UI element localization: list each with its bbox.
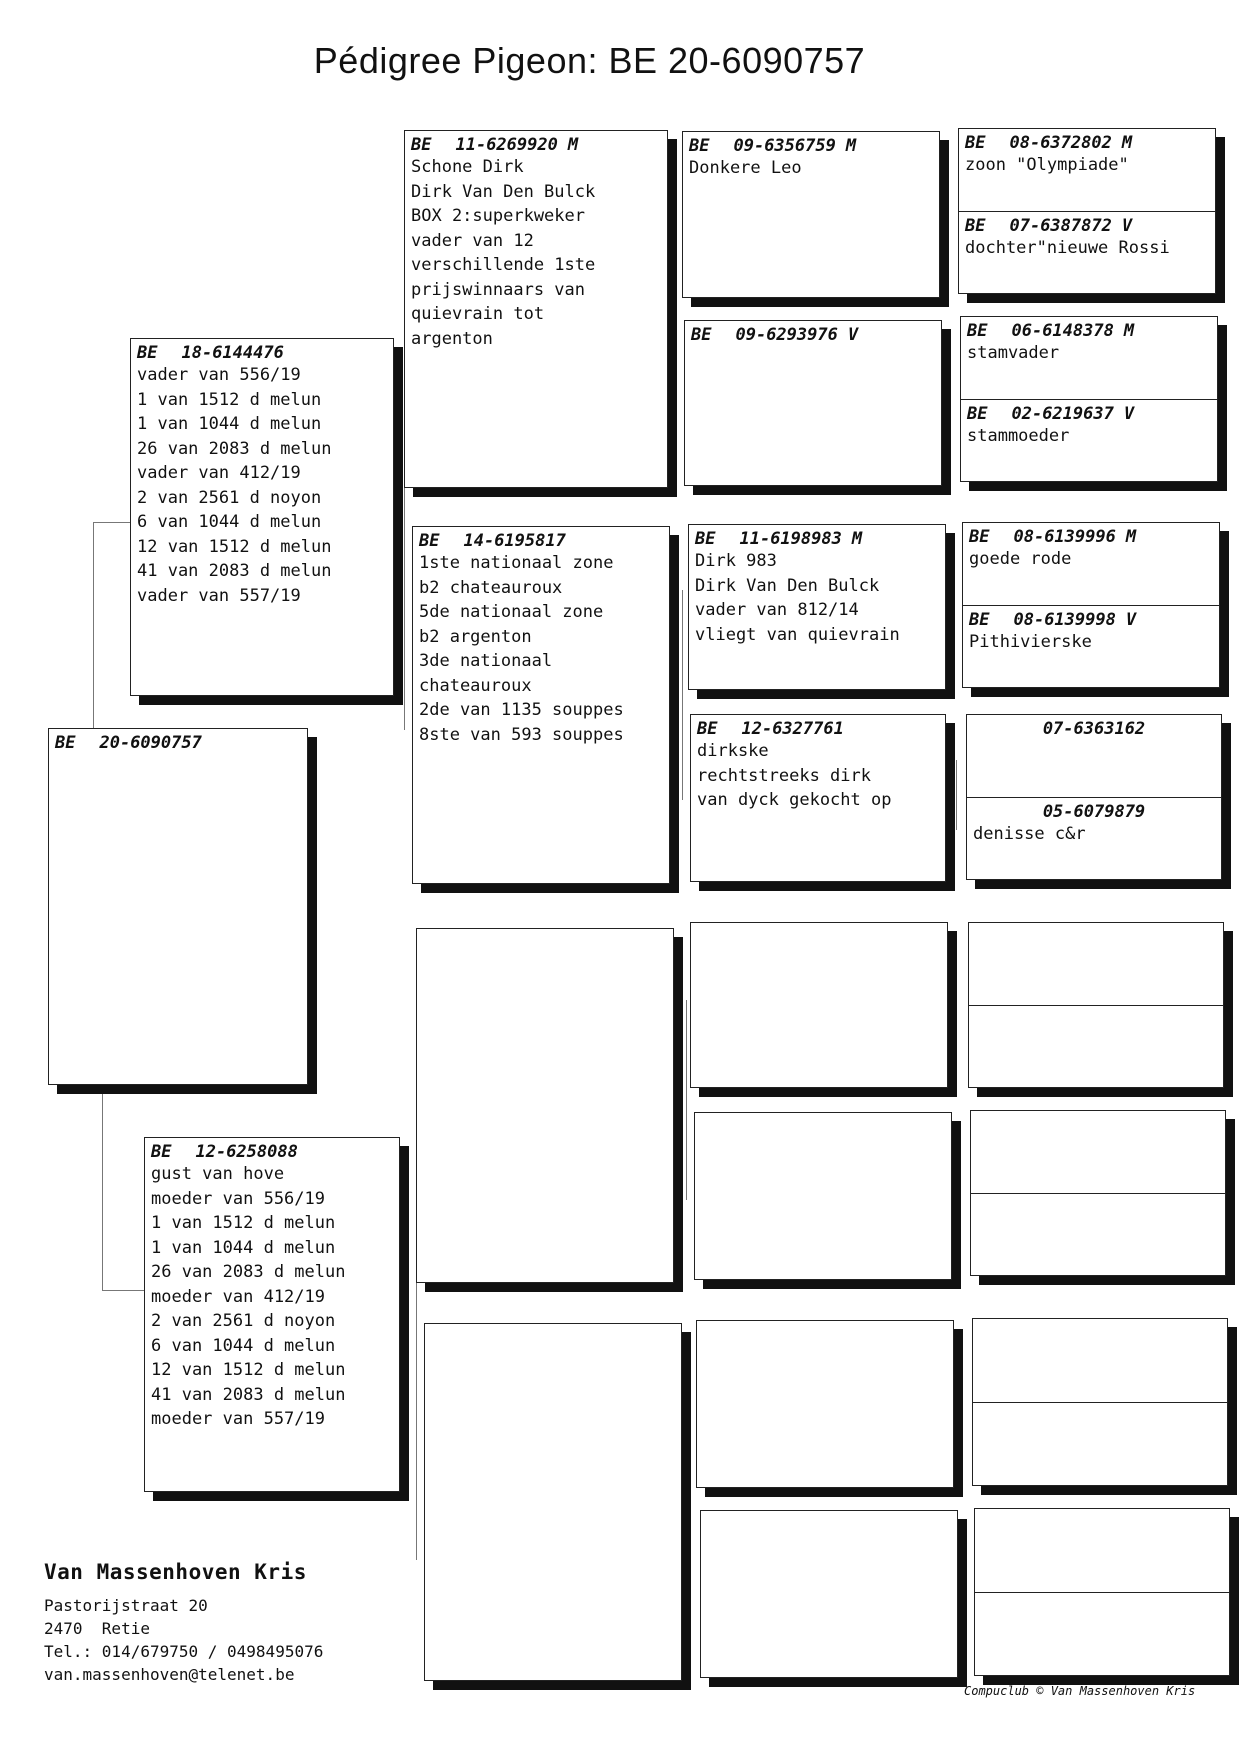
empty-ancestor-box <box>424 1323 682 1681</box>
connector-line <box>102 1090 103 1290</box>
ss-sire-box <box>682 131 940 298</box>
g4-pair-box <box>958 128 1216 294</box>
note-line: vader van 412/19 <box>137 463 301 483</box>
note-line: b2 argenton <box>419 626 532 647</box>
note-line: moeder van 556/19 <box>151 1188 325 1209</box>
g4-pair-box <box>960 316 1218 482</box>
dam-box <box>144 1137 400 1492</box>
note-line: 8ste van 593 souppes <box>419 724 624 745</box>
connector-line <box>944 170 945 250</box>
connector-line <box>93 522 94 732</box>
note-line: 12 van 1512 d melun <box>137 536 332 557</box>
ring-header: BE 08-6139996 M <box>969 527 1137 547</box>
ring-header: BE 20-6090757 <box>55 733 202 753</box>
note-line: denisse c&r <box>973 824 1086 844</box>
empty-pair-box <box>968 922 1224 1088</box>
g4-pair-box <box>962 522 1220 688</box>
note-line: van dyck gekocht op <box>697 790 892 810</box>
connector-line <box>948 360 949 430</box>
note-line: Donkere Leo <box>689 158 802 178</box>
owner-phone: Tel.: 014/679750 / 0498495076 <box>44 1642 324 1661</box>
ancestor-sire-half <box>963 523 1219 605</box>
owner-street: Pastorijstraat 20 <box>44 1596 208 1615</box>
sd-dam-box <box>690 714 946 882</box>
connector-line <box>676 210 677 490</box>
note-line: 3de nationaal <box>419 651 553 671</box>
ring-header: BE 14-6195817 <box>419 531 566 551</box>
note-line: dirkske <box>697 741 769 761</box>
empty-pair-box <box>970 1110 1226 1276</box>
note-line: 2de van 1135 souppes <box>419 700 624 720</box>
ancestor-dam-half <box>969 1005 1223 1088</box>
note-line: Dirk Van Den Bulck <box>411 181 596 202</box>
note-line: verschillende 1ste <box>411 255 596 275</box>
ss-dam-box <box>684 320 942 486</box>
note-line: 6 van 1044 d melun <box>137 512 322 532</box>
note-line: 1 van 1044 d melun <box>137 414 322 434</box>
note-line: 1 van 1044 d melun <box>151 1237 336 1258</box>
note-line: vader van 812/14 <box>695 600 859 620</box>
connector-line <box>686 1000 687 1200</box>
ring-header: BE 09-6356759 M <box>689 136 857 156</box>
ring-header: BE 11-6198983 M <box>695 529 863 549</box>
ring-header: BE 12-6327761 <box>697 719 844 739</box>
note-line: 26 van 2083 d melun <box>137 438 332 459</box>
note-line: Pithivierske <box>969 632 1092 652</box>
ring-header: BE 06-6148378 M <box>967 321 1135 341</box>
note-line: zoon "Olympiade" <box>965 155 1129 175</box>
empty-ancestor-box <box>700 1510 958 1678</box>
ancestor-dam-half <box>961 399 1217 482</box>
ancestor-dam-half <box>959 211 1215 294</box>
owner-city: 2470 Retie <box>44 1619 150 1638</box>
ring-header: BE 02-6219637 V <box>967 404 1135 424</box>
ancestor-dam-half <box>973 1402 1227 1486</box>
subject-pigeon-box <box>48 728 308 1085</box>
note-line: chateauroux <box>419 675 532 696</box>
empty-pair-box <box>972 1318 1228 1486</box>
ring-header: BE 09-6293976 V <box>691 325 859 345</box>
owner-block <box>44 1560 323 1686</box>
note-line: vader van 12 <box>411 230 534 251</box>
note-line: 12 van 1512 d melun <box>151 1360 346 1380</box>
note-line: Schone Dirk <box>411 157 524 177</box>
note-line: 26 van 2083 d melun <box>151 1262 346 1282</box>
connector-line <box>952 560 953 635</box>
note-line: moeder van 557/19 <box>151 1409 325 1429</box>
ancestor-dam-half <box>963 605 1219 688</box>
ring-header: BE 18-6144476 <box>137 343 284 363</box>
ancestor-dam-half <box>971 1193 1225 1276</box>
ring-header: BE 12-6258088 <box>151 1142 298 1162</box>
sire-dam-box <box>412 526 670 884</box>
note-line: 41 van 2083 d melun <box>151 1384 346 1405</box>
empty-ancestor-box <box>696 1320 954 1488</box>
ancestor-sire-half <box>959 129 1215 211</box>
note-line: stammoeder <box>967 426 1070 446</box>
empty-ancestor-box <box>416 928 674 1283</box>
note-line: 2 van 2561 d noyon <box>151 1311 336 1331</box>
sire-sire-box <box>404 130 668 488</box>
note-line: vader van 556/19 <box>137 365 301 385</box>
note-line: dochter"nieuwe Rossi <box>965 238 1170 258</box>
sire-box <box>130 338 394 696</box>
note-line: prijswinnaars van <box>411 279 585 300</box>
note-line: 2 van 2561 d noyon <box>137 487 322 508</box>
connector-line <box>688 1400 689 1600</box>
sd-sire-box <box>688 524 946 690</box>
note-line: 1 van 1512 d melun <box>151 1213 336 1233</box>
owner-name: Van Massenhoven Kris <box>44 1560 307 1584</box>
note-line: vader van 557/19 <box>137 585 301 606</box>
connector-line <box>682 590 683 800</box>
ancestor-dam-half <box>967 797 1221 880</box>
ring-header: 07-6363162 <box>1042 719 1146 739</box>
ancestor-dam-half <box>975 1592 1229 1676</box>
ring-header: BE 07-6387872 V <box>965 216 1133 236</box>
note-line: quievrain tot <box>411 304 545 324</box>
ancestor-sire-half <box>967 715 1221 797</box>
g4-pair-box <box>966 714 1222 880</box>
connector-line <box>956 760 957 830</box>
empty-pair-box <box>974 1508 1230 1676</box>
note-line: 41 van 2083 d melun <box>137 561 332 581</box>
note-line: Dirk 983 <box>695 551 777 571</box>
note-line: 6 van 1044 d melun <box>151 1335 336 1356</box>
ring-header: BE 08-6372802 M <box>965 133 1133 153</box>
ring-header: BE 11-6269920 M <box>411 135 579 155</box>
note-line: Dirk Van Den Bulck <box>695 575 880 596</box>
empty-ancestor-box <box>690 922 948 1088</box>
note-line: b2 chateauroux <box>419 577 563 598</box>
note-line: moeder van 412/19 <box>151 1286 325 1307</box>
connector-line <box>102 1290 146 1291</box>
owner-email: van.massenhoven@telenet.be <box>44 1665 295 1684</box>
note-line: 5de nationaal zone <box>419 602 604 622</box>
note-line: stamvader <box>967 343 1060 363</box>
ring-header: BE 08-6139998 V <box>969 610 1137 630</box>
note-line: goede rode <box>969 549 1072 569</box>
footer-credit: Compuclub © Van Massenhoven Kris <box>964 1684 1196 1698</box>
note-line: argenton <box>411 328 493 349</box>
ancestor-sire-half <box>961 317 1217 399</box>
page-title: Pédigree Pigeon: BE 20-6090757 <box>313 40 866 81</box>
ring-header: 05-6079879 <box>1042 802 1146 822</box>
connector-line <box>93 522 131 523</box>
note-line: BOX 2:superkweker <box>411 206 585 226</box>
note-line: 1ste nationaal zone <box>419 553 614 573</box>
note-line: gust van hove <box>151 1164 285 1184</box>
note-line: vliegt van quievrain <box>695 624 900 645</box>
empty-ancestor-box <box>694 1112 952 1280</box>
note-line: rechtstreeks dirk <box>697 765 871 786</box>
note-line: 1 van 1512 d melun <box>137 389 322 410</box>
